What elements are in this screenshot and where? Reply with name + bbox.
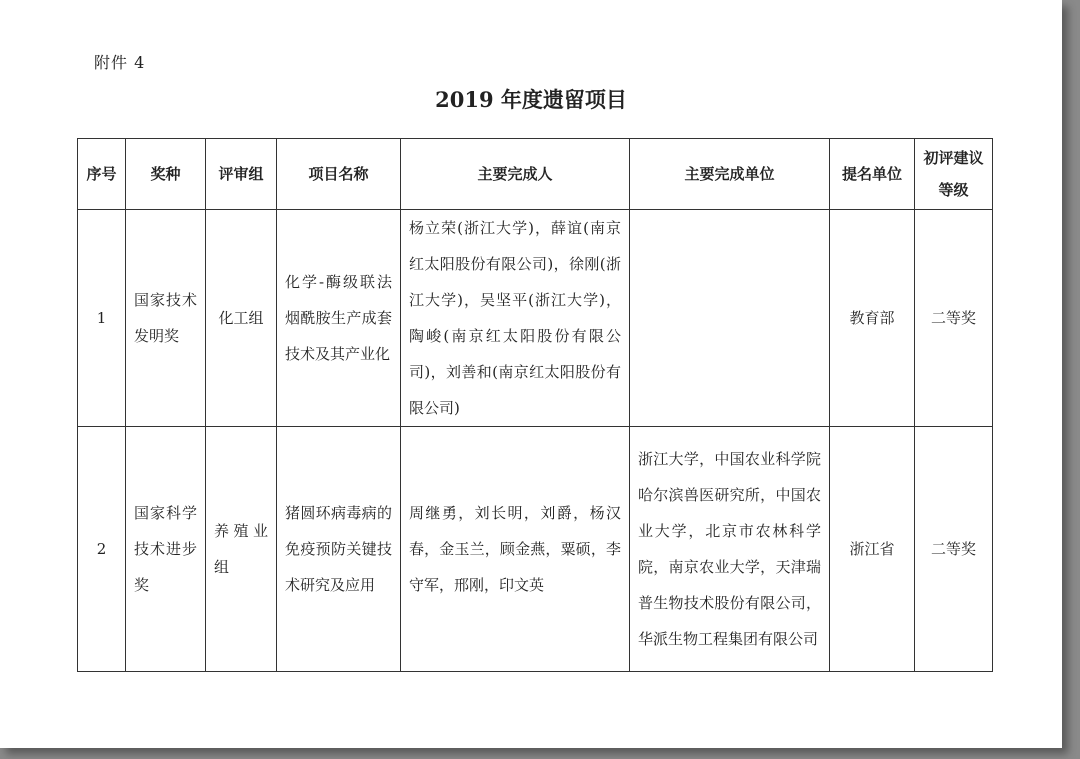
cell-main-persons: 周继勇，刘长明，刘爵，杨汉春，金玉兰，顾金燕，粟硕，李守军，邢刚，印文英 — [401, 427, 630, 672]
cell-main-units: 浙江大学，中国农业科学院哈尔滨兽医研究所，中国农业大学，北京市农林科学院，南京农业大学，天津瑞普生物技术股份有限公司，华派生物工程集团有限公司 — [630, 427, 830, 672]
cell-index: 2 — [78, 427, 126, 672]
cell-award-type: 国家技术发明奖 — [126, 210, 206, 427]
header-review-group: 评审组 — [206, 139, 277, 210]
cell-nominator: 教育部 — [830, 210, 915, 427]
projects-table — [77, 138, 993, 672]
cell-main-persons: 杨立荣(浙江大学)，薛谊(南京红太阳股份有限公司)，徐刚(浙江大学)，吴坚平(浙江大学)，陶峻(南京红太阳股份有限公司)，刘善和(南京红太阳股份有限公司) — [401, 210, 630, 427]
header-main-persons: 主要完成人 — [401, 139, 630, 210]
header-main-units: 主要完成单位 — [630, 139, 830, 210]
attachment-label: 附件 4 — [94, 53, 146, 72]
header-grade: 初评建议等级 — [915, 139, 993, 210]
cell-index: 1 — [78, 210, 126, 427]
table-row — [78, 427, 993, 672]
cell-grade: 二等奖 — [915, 427, 993, 672]
cell-nominator: 浙江省 — [830, 427, 915, 672]
table-row — [78, 210, 993, 427]
cell-review-group: 化工组 — [206, 210, 277, 427]
cell-main-units — [630, 210, 830, 427]
header-nominator: 提名单位 — [830, 139, 915, 210]
header-index: 序号 — [78, 139, 126, 210]
table-header-row — [78, 139, 993, 210]
cell-project-name: 猪圆环病毒病的免疫预防关键技术研究及应用 — [277, 427, 401, 672]
cell-grade: 二等奖 — [915, 210, 993, 427]
cell-award-type: 国家科学技术进步奖 — [126, 427, 206, 672]
page-title: 2019 年度遗留项目 — [435, 87, 627, 112]
header-award-type: 奖种 — [126, 139, 206, 210]
cell-project-name: 化学-酶级联法烟酰胺生产成套技术及其产业化 — [277, 210, 401, 427]
header-project-name: 项目名称 — [277, 139, 401, 210]
cell-review-group: 养殖业组 — [206, 427, 277, 672]
